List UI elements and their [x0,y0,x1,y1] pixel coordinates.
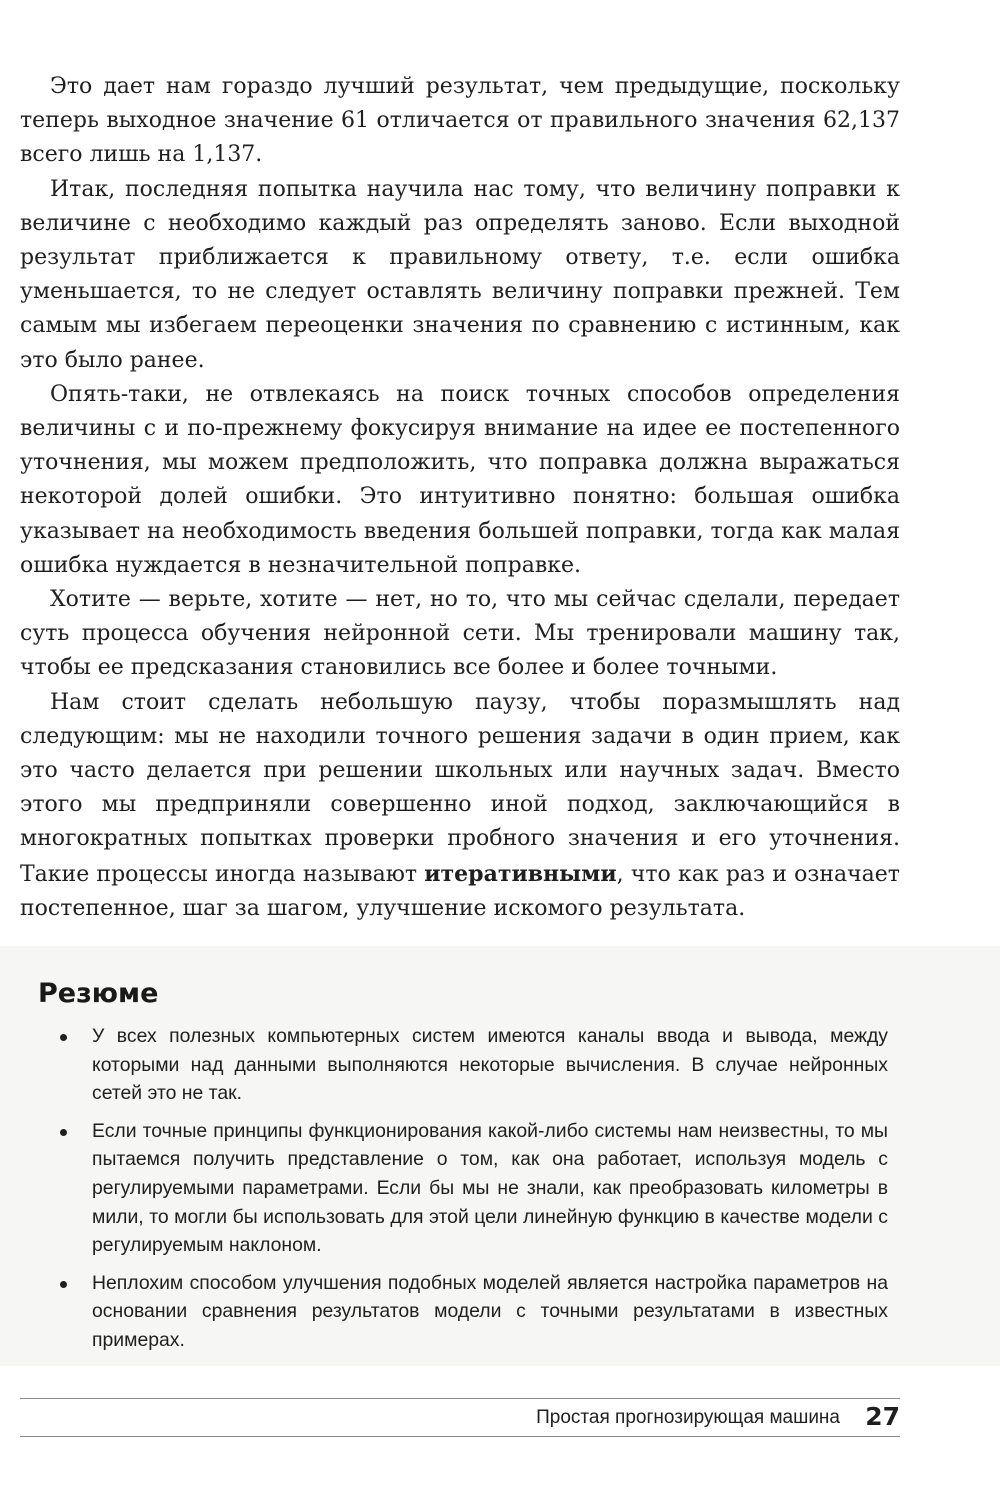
summary-item [56,1117,888,1260]
summary-item-text: Если точные принципы функционирования какой-либо системы нам неизвестны, то мы пытаемся получить представление о том, как она работает, используя модель с регулируемыми параметрами. Если бы мы не знали, как преобразовать километры в мили, то могли бы использовать для этой цели линейную функцию в качестве модели с регулируемым наклоном. [92,1119,888,1257]
paragraph-5-start: Нам стоит сделать небольшую паузу, чтобы поразмышлять над следующим: мы не находили точного решения задачи в один прием, как это часто делается при решении школьных или научных задач. Вместо этого мы предприняли совершенно иной подход, заключающийся в многократных попытках проверки пробного значения и его уточнения. Такие процессы иногда называют [20,689,900,887]
footer-divider-bottom [20,1436,900,1437]
summary-item [56,1022,888,1108]
summary-item [56,1269,888,1355]
bullet-icon [60,1034,67,1041]
paragraph-4: Хотите — верьте, хотите — нет, но то, что мы сейчас сделали, передает суть процесса обучения нейронной сети. Мы тренировали машину так, чтобы ее предсказания становились все более и более точными. [20,587,900,681]
bullet-icon [60,1129,67,1136]
summary-title: Резюме [38,978,159,1009]
term-iterative: итеративными [424,860,617,887]
page-number: 27 [865,1402,900,1431]
bullet-icon [60,1281,67,1288]
summary-item-text: У всех полезных компьютерных систем имеются каналы ввода и вывода, между которыми над данными выполняются некоторые вычисления. В случае нейронных сетей это не так. [92,1025,888,1105]
running-title: Простая прогнозирующая машина [536,1407,840,1428]
body-text [20,70,900,926]
footer-divider-top [20,1398,900,1399]
summary-list [56,1022,888,1364]
paragraph-5 [20,686,900,926]
paragraph-2: Итак, последняя попытка научила нас тому, что величину поправки к величине с необходимо каждый раз определять заново. Если выходной результат приближается к правильному ответу, т.е. если ошибка уменьшается, то не следует оставлять величину поправки прежней. Тем самым мы избегаем переоценки значения по сравнению с истинным, как это было ранее. [20,176,900,373]
paragraph-3: Опять-таки, не отвлекаясь на поиск точных способов определения величины с и по-прежнему фокусируя внимание на идее ее постепенного уточнения, мы можем предположить, что поправка должна выражаться некоторой долей ошибки. Это интуитивно понятно: большая ошибка указывает на необходимость введения большей поправки, тогда как малая ошибка нуждается в незначительной поправке. [20,381,900,578]
paragraph-5-end: , что как раз и означает постепенное, шаг за шагом, улучшение искомого результата. [20,861,900,921]
summary-item-text: Неплохим способом улучшения подобных моделей является настройка параметров на основании сравнения результатов модели с точными результатами в известных примерах. [92,1271,888,1351]
paragraph-1: Это дает нам гораздо лучший результат, чем предыдущие, поскольку теперь выходное значение 61 отличается от правильного значения 62,137 всего лишь на 1,137. [20,74,900,168]
